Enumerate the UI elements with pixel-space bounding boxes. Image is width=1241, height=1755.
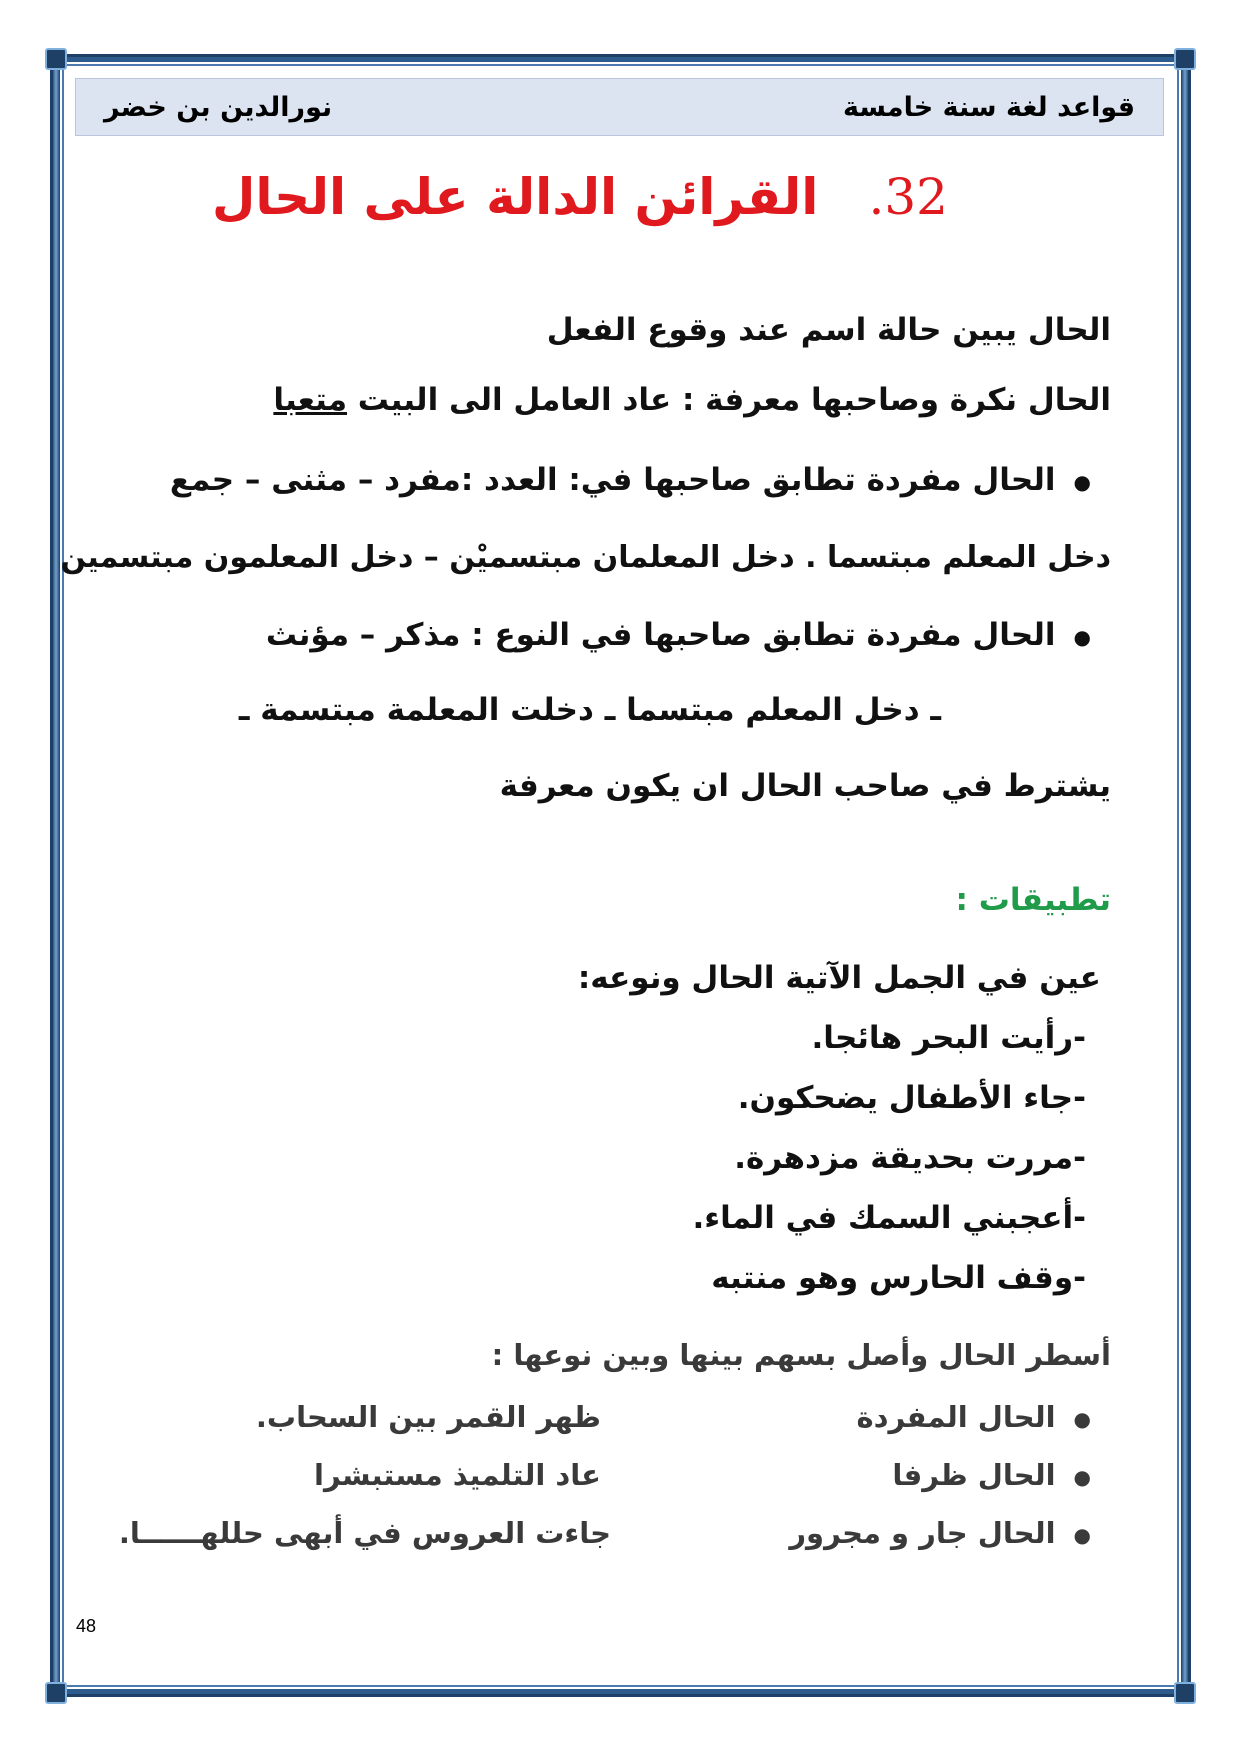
author-name: نورالدين بن خضر — [104, 91, 333, 123]
match-sentence-item: جاءت العروس في أبهى حللهــــــا. — [118, 1516, 611, 1550]
exercise-sentence: -أعجبني السمك في الماء. — [692, 1200, 1086, 1236]
match-sentence-item: ظهر القمر بين السحاب. — [255, 1400, 601, 1434]
task2-prompt: أسطر الحال وأصل بسهم بينها وبين نوعها : — [491, 1338, 1111, 1372]
corner-ornament-icon — [45, 1682, 67, 1704]
page-header — [75, 78, 1164, 136]
page-number: 48 — [76, 1616, 97, 1636]
match-sentence-item: عاد التلميذ مستبشرا — [314, 1458, 601, 1492]
exercise-sentence: -جاء الأطفال يضحكون. — [737, 1080, 1086, 1116]
example-gender-agreement: ـ دخل المعلم مبتسما ـ دخلت المعلمة مبتسمة ـ — [238, 692, 941, 728]
lesson-line-definition: الحال يبين حالة اسم عند وقوع الفعل — [546, 312, 1111, 348]
lesson-line-rule — [273, 382, 1111, 418]
rule-text: الحال نكرة وصاحبها معرفة : عاد العامل الى البيت — [347, 382, 1111, 418]
applications-heading: تطبيقات : — [955, 882, 1111, 918]
subject-title: قواعد لغة سنة خامسة — [843, 91, 1135, 123]
rule-example-word: متعبا — [273, 382, 348, 418]
match-type-item: ● الحال المفردة — [856, 1400, 1091, 1434]
corner-ornament-icon — [45, 48, 67, 70]
lesson-line-condition: يشترط في صاحب الحال ان يكون معرفة — [499, 768, 1111, 804]
match-type-item: ● الحال جار و مجرور — [789, 1516, 1091, 1550]
lesson-title — [180, 168, 980, 226]
exercise-sentence: -وقف الحارس وهو منتبه — [711, 1260, 1086, 1296]
bullet-gender-agreement: ● الحال مفردة تطابق صاحبها في النوع : مذكر – مؤنث — [266, 617, 1091, 653]
exercise-sentence: -مررت بحديقة مزدهرة. — [734, 1140, 1086, 1176]
lesson-number: 32. — [868, 168, 948, 226]
corner-ornament-icon — [1174, 48, 1196, 70]
match-type-item: ● الحال ظرفا — [892, 1458, 1091, 1492]
exercise-sentence: -رأيت البحر هائجا. — [811, 1020, 1086, 1056]
task1-prompt: عين في الجمل الآتية الحال ونوعه: — [577, 960, 1101, 996]
lesson-title-text: القرائن الدالة على الحال — [212, 168, 819, 226]
bullet-number-agreement: ● الحال مفردة تطابق صاحبها في: العدد :مفرد – مثنى – جمع — [170, 462, 1091, 498]
corner-ornament-icon — [1174, 1682, 1196, 1704]
example-number-agreement: دخل المعلم مبتسما . دخل المعلمان مبتسميْن – دخل المعلمون مبتسمين — [60, 540, 1111, 575]
page-frame-inner — [62, 64, 1179, 1687]
